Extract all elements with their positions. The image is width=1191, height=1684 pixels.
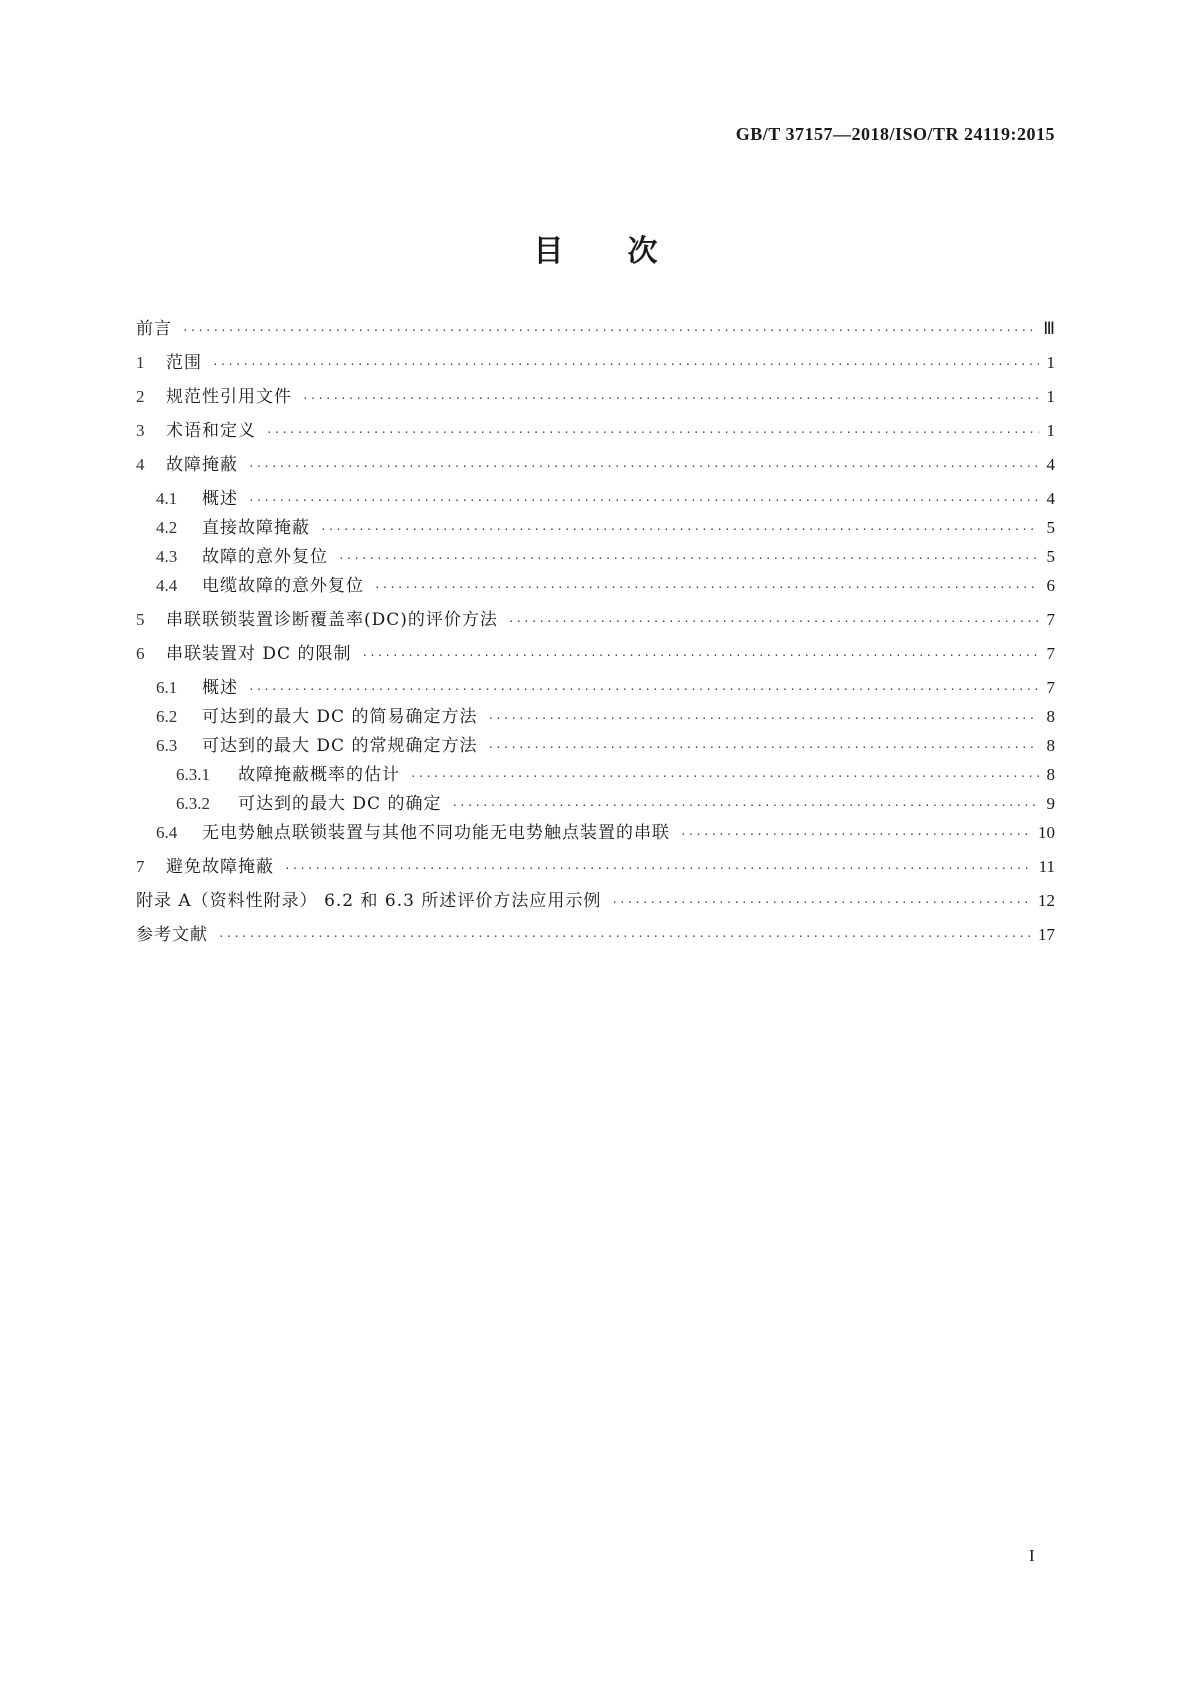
toc-title-char-1: 目 (533, 234, 564, 269)
toc-entry[interactable] (136, 609, 1055, 633)
toc-entry[interactable] (136, 822, 1055, 846)
toc-dot-leader (302, 388, 1039, 410)
toc-entry-label: 范围 (166, 353, 202, 373)
toc-dot-leader (338, 548, 1039, 570)
toc-entry-page: 4 (1046, 455, 1055, 474)
toc-entry-page: 5 (1046, 518, 1055, 537)
toc-entry-page: 8 (1046, 707, 1055, 726)
toc-entry[interactable] (136, 735, 1055, 759)
toc-entry-number: 4.2 (156, 518, 178, 537)
toc-dot-leader (266, 422, 1039, 444)
toc-entry-label: 故障掩蔽 (166, 455, 238, 475)
toc-title (0, 226, 1191, 270)
toc-dot-leader (212, 354, 1039, 376)
toc-entry-number: 5 (136, 610, 145, 629)
toc-entry-label: 可达到的最大 DC 的简易确定方法 (202, 707, 478, 727)
toc-entry-label: 可达到的最大 DC 的确定 (238, 794, 442, 814)
toc-entry-label: 电缆故障的意外复位 (202, 576, 364, 596)
toc-entry[interactable] (136, 546, 1055, 570)
toc-dot-leader (374, 577, 1039, 599)
standard-code: GB/T 37157—2018/ISO/TR 24119:2015 (735, 124, 1055, 144)
toc-entry[interactable] (136, 643, 1055, 667)
toc-entry-page: 11 (1038, 857, 1055, 876)
toc-dot-leader (680, 824, 1032, 846)
toc-entry-number: 4.4 (156, 576, 178, 595)
toc-entry-label: 参考文献 (136, 925, 208, 945)
toc-dot-leader (248, 456, 1039, 478)
toc-entry[interactable] (136, 318, 1055, 342)
toc-dot-leader (611, 892, 1032, 914)
toc-title-char-2: 次 (627, 234, 658, 269)
toc-dot-leader (218, 926, 1032, 948)
toc-entry-label: 附录 A（资料性附录） 6.2 和 6.3 所述评价方法应用示例 (136, 891, 602, 911)
toc-entry-number: 3 (136, 421, 145, 440)
toc-entry[interactable] (136, 575, 1055, 599)
toc-dot-leader (320, 519, 1039, 541)
toc-entry-label: 故障的意外复位 (202, 547, 328, 567)
toc-dot-leader (451, 795, 1039, 817)
toc-entry-number: 2 (136, 387, 145, 406)
toc-entry-label: 串联联锁装置诊断覆盖率(DC)的评价方法 (166, 610, 498, 630)
toc-entry-label: 无电势触点联锁装置与其他不同功能无电势触点装置的串联 (202, 823, 670, 843)
toc-dot-leader (410, 766, 1039, 788)
toc-dot-leader (361, 645, 1039, 667)
toc-entry-page: 1 (1046, 387, 1055, 406)
toc-entry[interactable] (136, 856, 1055, 880)
toc-entry-number: 6.2 (156, 707, 178, 726)
toc-entry-page: 4 (1046, 489, 1055, 508)
toc-entry[interactable] (136, 517, 1055, 541)
toc-entry[interactable] (136, 420, 1055, 444)
toc-entry-number: 7 (136, 857, 145, 876)
toc-entry-page: 5 (1046, 547, 1055, 566)
toc-dot-leader (248, 679, 1039, 701)
toc-entry-number: 6.3.1 (176, 765, 210, 784)
toc-entry-page: 1 (1046, 421, 1055, 440)
toc-entry-label: 前言 (136, 319, 172, 339)
toc-entry-page: 12 (1038, 891, 1055, 910)
toc-entry[interactable] (136, 677, 1055, 701)
toc-entry[interactable] (136, 764, 1055, 788)
toc-entry[interactable] (136, 386, 1055, 410)
toc-dot-leader (487, 737, 1039, 759)
toc-entry-label: 故障掩蔽概率的估计 (238, 765, 400, 785)
toc-entry[interactable] (136, 706, 1055, 730)
toc-entry-number: 4 (136, 455, 145, 474)
toc-dot-leader (248, 490, 1039, 512)
toc-entry-label: 直接故障掩蔽 (202, 518, 310, 538)
toc-entry-label: 串联装置对 DC 的限制 (166, 644, 352, 664)
toc-entry[interactable] (136, 924, 1055, 948)
toc-entry-number: 4.1 (156, 489, 178, 508)
toc-entry-page: 7 (1046, 644, 1055, 663)
toc-entry-page: 17 (1038, 925, 1055, 944)
toc-entry-page: Ⅲ (1043, 319, 1055, 338)
toc-entry-number: 1 (136, 353, 145, 372)
toc-entry-label: 概述 (202, 489, 238, 509)
toc-dot-leader (508, 611, 1039, 633)
toc-entry-label: 避免故障掩蔽 (166, 857, 274, 877)
toc-entry[interactable] (136, 793, 1055, 817)
toc-entry[interactable] (136, 890, 1055, 914)
toc-entry-page: 8 (1046, 736, 1055, 755)
toc-entry-page: 6 (1046, 576, 1055, 595)
toc-entry-page: 9 (1046, 794, 1055, 813)
toc-entry-label: 概述 (202, 678, 238, 698)
toc-entry-page: 8 (1046, 765, 1055, 784)
toc-entry-page: 7 (1046, 678, 1055, 697)
page-number: I (1029, 1546, 1035, 1565)
toc-dot-leader (182, 320, 1037, 342)
toc-entry-page: 10 (1038, 823, 1055, 842)
toc-entry[interactable] (136, 488, 1055, 512)
toc-entry-number: 6.3 (156, 736, 178, 755)
toc-entry[interactable] (136, 352, 1055, 376)
toc-entry-number: 6.1 (156, 678, 178, 697)
toc-entry-number: 4.3 (156, 547, 178, 566)
toc-entry-label: 术语和定义 (166, 421, 256, 441)
toc-entry-page: 7 (1046, 610, 1055, 629)
toc-entry-page: 1 (1046, 353, 1055, 372)
toc-entry-number: 6 (136, 644, 145, 663)
toc-entry-number: 6.4 (156, 823, 178, 842)
toc-entry-label: 可达到的最大 DC 的常规确定方法 (202, 736, 478, 756)
toc-entry[interactable] (136, 454, 1055, 478)
toc-dot-leader (284, 858, 1033, 880)
toc-entry-number: 6.3.2 (176, 794, 210, 813)
toc-entry-label: 规范性引用文件 (166, 387, 292, 407)
toc-dot-leader (487, 708, 1039, 730)
